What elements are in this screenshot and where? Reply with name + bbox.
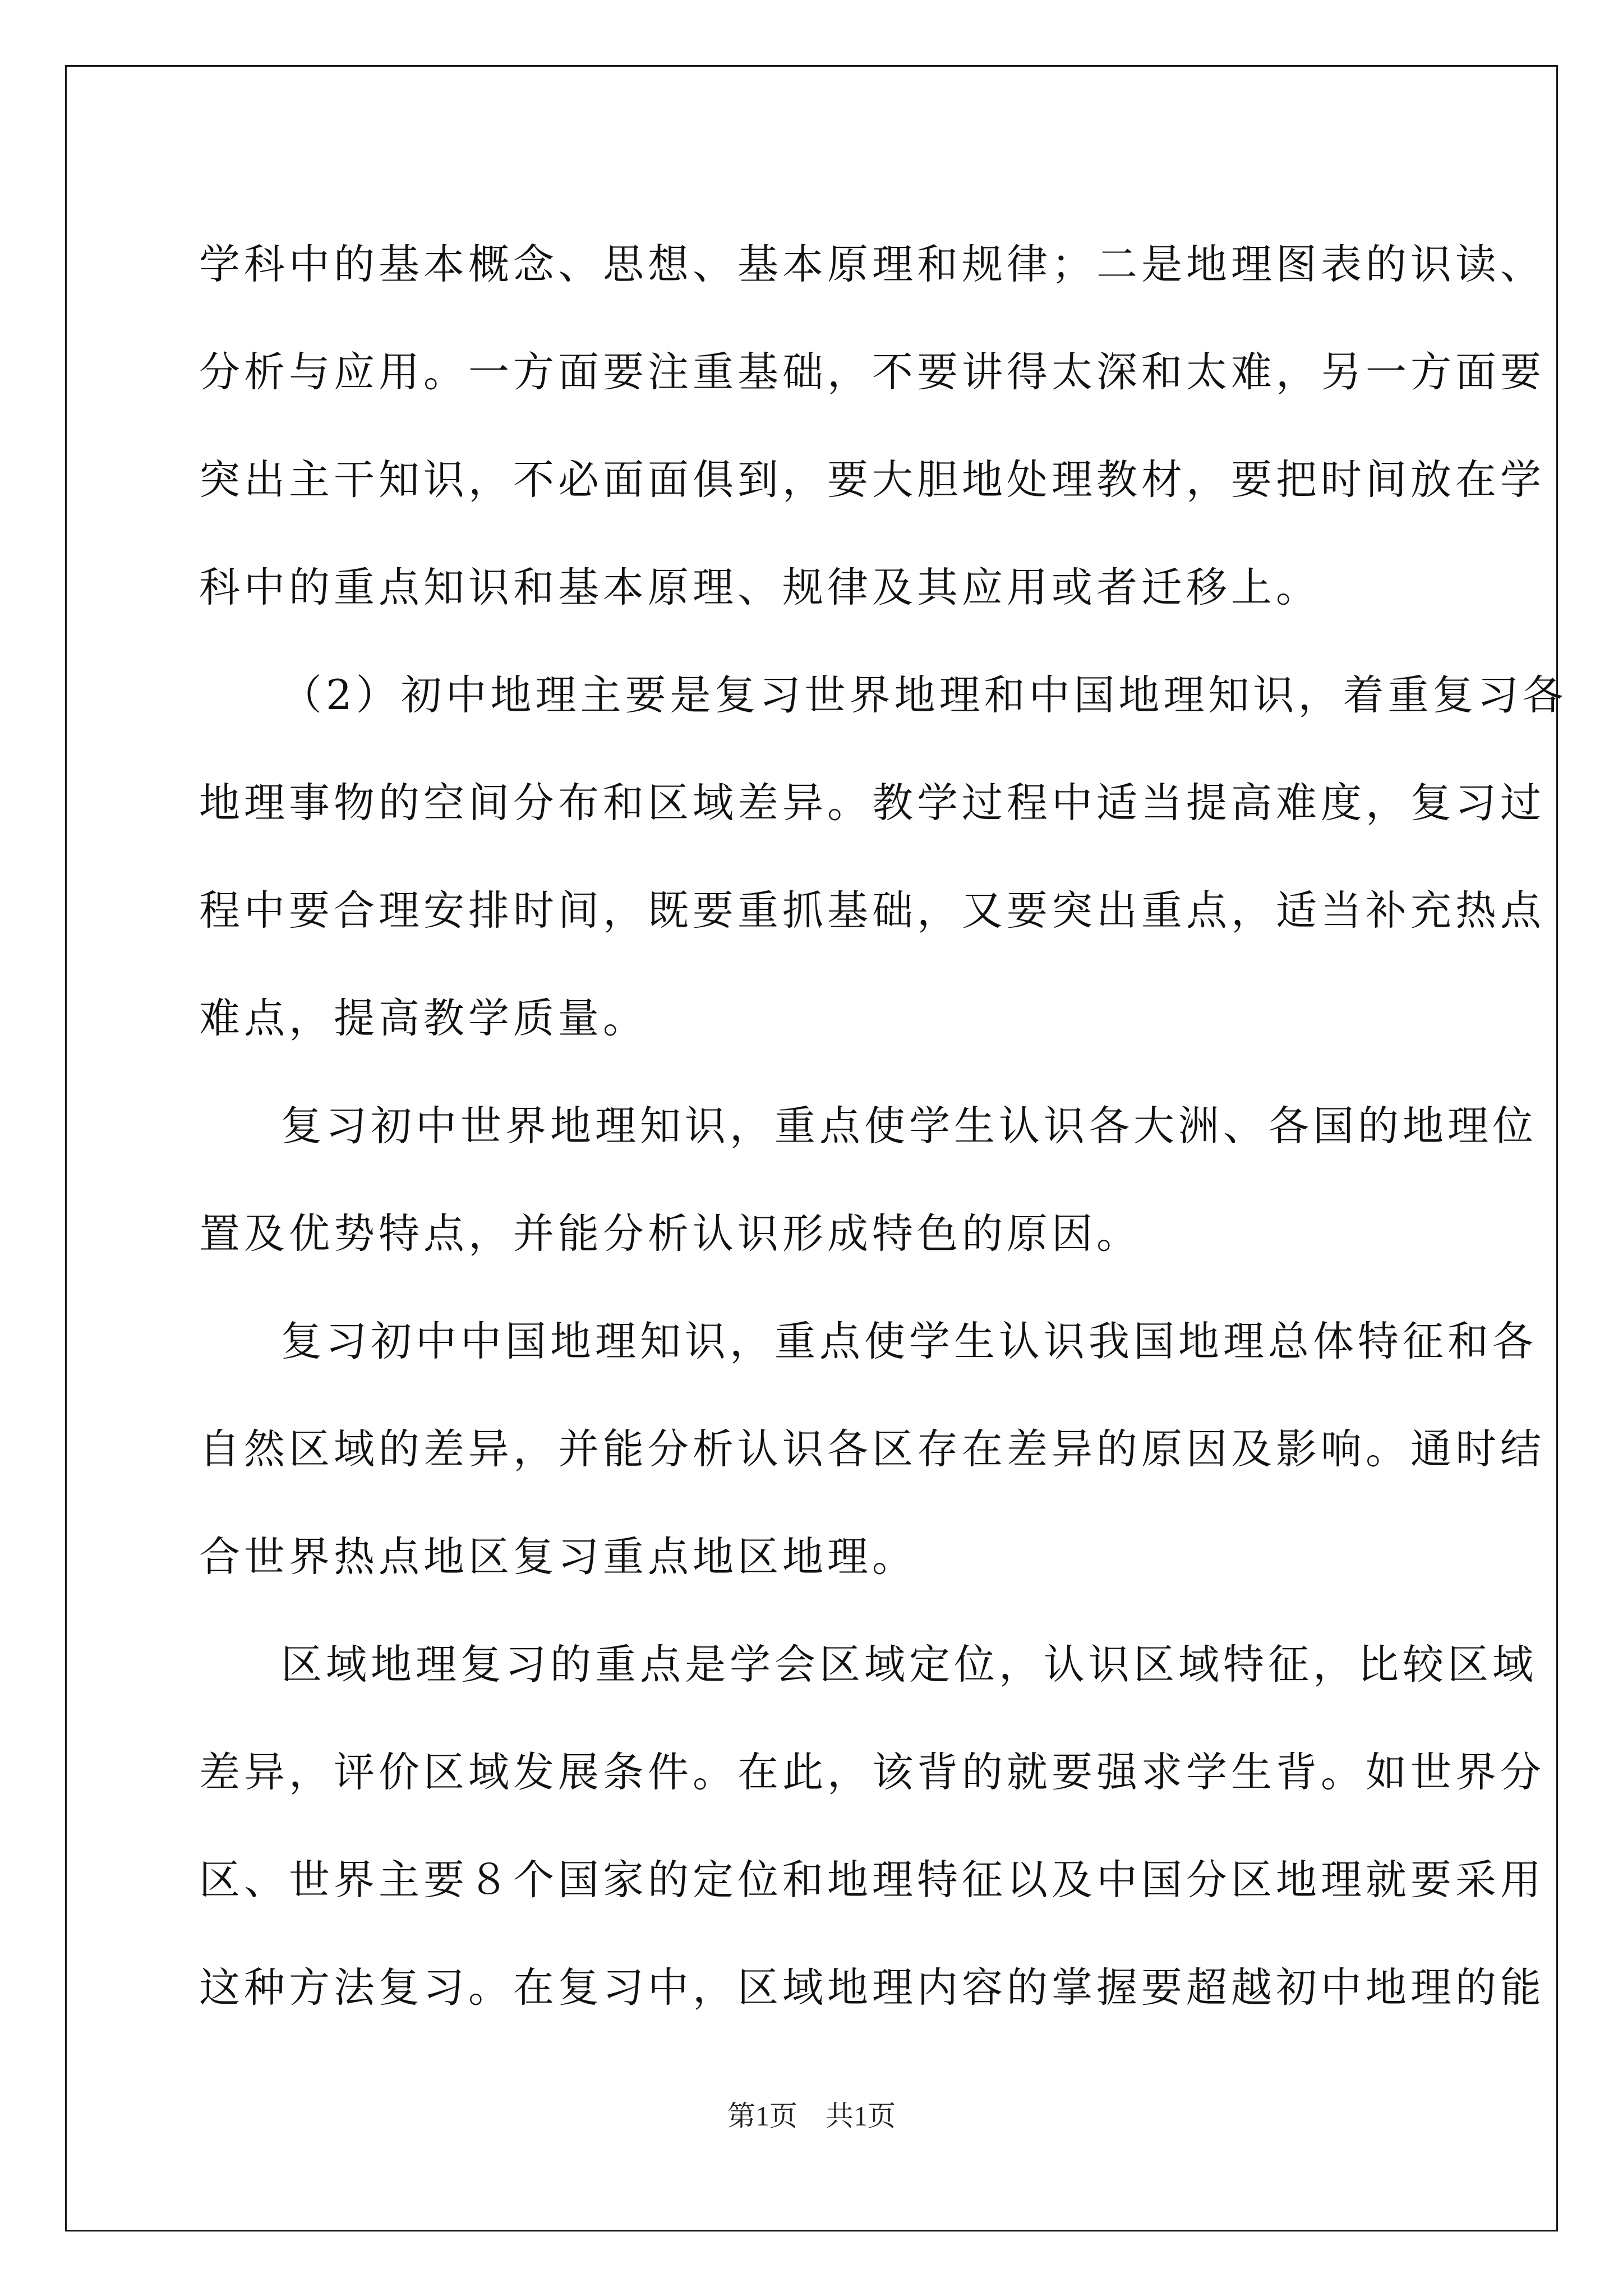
text-line: 程中要合理安排时间，既要重抓基础，又要突出重点，适当补充热点 (199, 887, 1545, 935)
text-line: 复习初中中国地理知识，重点使学生认识我国地理总体特征和各 (281, 1318, 1537, 1365)
text-line: 突出主干知识，不必面面俱到，要大胆地处理教材，要把时间放在学 (199, 456, 1545, 504)
text-line: 区、世界主要８个国家的定位和地理特征以及中国分区地理就要采用 (199, 1856, 1545, 1904)
text-line: 合世界热点地区复习重点地区地理。 (199, 1533, 917, 1581)
paragraph (199, 1073, 1537, 1288)
text-line: 分析与应用。一方面要注重基础，不要讲得太深和太难，另一方面要 (199, 348, 1545, 396)
text-line: 差异，评价区域发展条件。在此，该背的就要强求学生背。如世界分 (199, 1749, 1545, 1796)
text-line: 置及优势特点，并能分析认识形成特色的原因。 (199, 1210, 1141, 1258)
paragraph (199, 1611, 1545, 2042)
paragraph (199, 211, 1545, 642)
text-line: 自然区域的差异，并能分析认识各区存在差异的原因及影响。通时结 (199, 1425, 1545, 1473)
paragraph (199, 1288, 1545, 1611)
text-line: 区域地理复习的重点是学会区域定位，认识区域特征，比较区域 (281, 1641, 1537, 1688)
text-line: 复习初中世界地理知识，重点使学生认识各大洲、各国的地理位 (281, 1102, 1537, 1150)
text-line: 难点，提高教学质量。 (199, 995, 648, 1042)
text-line: 科中的重点知识和基本原理、规律及其应用或者迁移上。 (199, 564, 1321, 611)
document-body (199, 211, 1567, 2042)
text-line: 这种方法复习。在复习中，区域地理内容的掌握要超越初中地理的能 (199, 1964, 1545, 2012)
text-line: （2）初中地理主要是复习世界地理和中国地理知识，着重复习各 (281, 671, 1567, 719)
text-line: 学科中的基本概念、思想、基本原理和规律；二是地理图表的识读、 (199, 241, 1545, 288)
text-line: 地理事物的空间分布和区域差异。教学过程中适当提高难度，复习过 (199, 779, 1545, 827)
page-number: 第1页 共1页 (727, 2100, 896, 2132)
paragraph (199, 642, 1567, 1073)
